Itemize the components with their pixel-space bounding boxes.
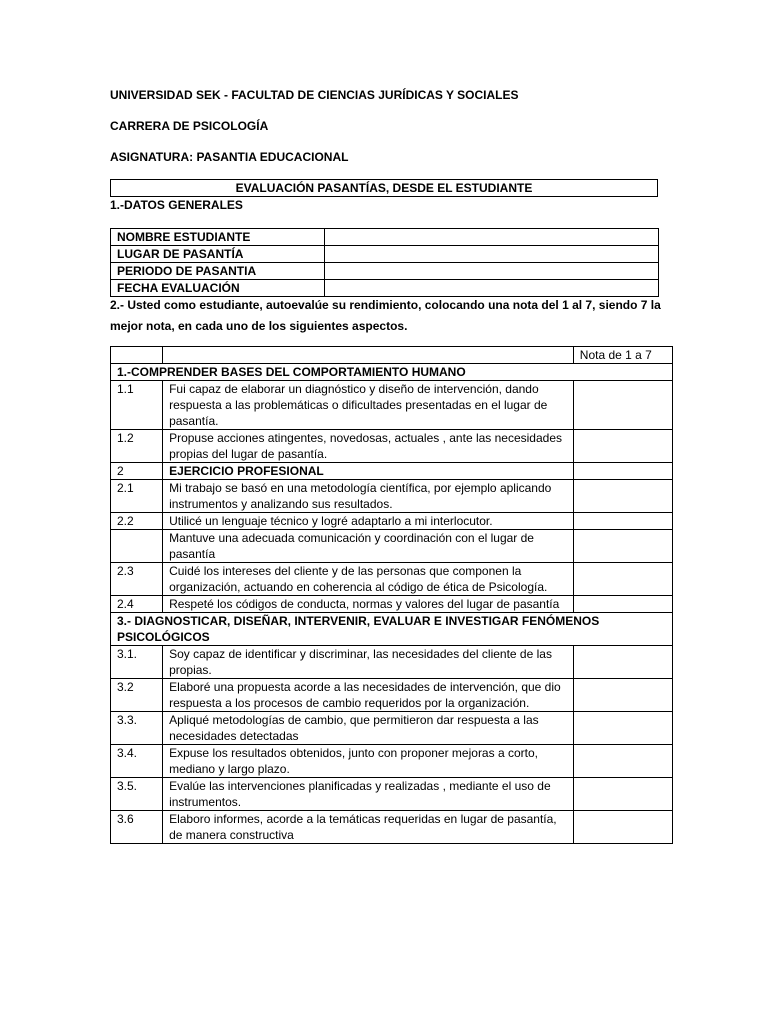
item-number: 2 <box>111 463 163 480</box>
table-row <box>111 646 673 679</box>
item-text: EJERCICIO PROFESIONAL <box>163 463 574 480</box>
table-row <box>111 513 673 530</box>
item-number: 2.3 <box>111 563 163 596</box>
table-row <box>111 280 659 297</box>
item-text: Propuse acciones atingentes, novedosas, actuales , ante las necesidades propias del lugar de pasantía. <box>163 430 574 463</box>
section-title: 1.-COMPRENDER BASES DEL COMPORTAMIENTO HUMANO <box>111 364 673 381</box>
table-row <box>111 530 673 563</box>
section-title: 3.- DIAGNOSTICAR, DISEÑAR, INTERVENIR, EVALUAR E INVESTIGAR FENÓMENOS PSICOLÓGICOS <box>111 613 673 646</box>
item-text: Apliqué metodologías de cambio, que permitieron dar respuesta a las necesidades detectadas <box>163 712 574 745</box>
section-row <box>111 364 673 381</box>
item-text: Elaboro informes, acorde a la temáticas requeridas en lugar de pasantía, de manera constructiva <box>163 811 574 844</box>
item-number: 3.1. <box>111 646 163 679</box>
grade-input-cell[interactable] <box>573 596 672 613</box>
item-text: Fui capaz de elaborar un diagnóstico y diseño de intervención, dando respuesta a las problemáticas o dificultades presentadas en el lugar de pasantía. <box>163 381 574 430</box>
table-row <box>111 263 659 280</box>
grade-input-cell[interactable] <box>573 381 672 430</box>
header-text-cell <box>163 347 574 364</box>
table-row <box>111 596 673 613</box>
item-text: Cuidé los intereses del cliente y de las personas que componen la organización, actuando en coherencia al código de ética de Psicología. <box>163 563 574 596</box>
item-text: Mantuve una adecuada comunicación y coordinación con el lugar de pasantía <box>163 530 574 563</box>
item-number: 2.4 <box>111 596 163 613</box>
item-number: 3.2 <box>111 679 163 712</box>
table-row <box>111 430 673 463</box>
grade-input-cell[interactable] <box>573 530 672 563</box>
grade-input-cell[interactable] <box>573 712 672 745</box>
grade-input-cell[interactable] <box>573 430 672 463</box>
instructions-text: 2.- Usted como estudiante, autoevalúe su rendimiento, colocando una nota del 1 al 7, siendo 7 la mejor nota, en cada uno de los siguientes aspectos. <box>110 298 661 333</box>
item-text: Mi trabajo se basó en una metodología científica, por ejemplo aplicando instrumentos y analizando sus resultados. <box>163 480 574 513</box>
item-text: Respeté los códigos de conducta, normas y valores del lugar de pasantía <box>163 596 574 613</box>
table-row <box>111 778 673 811</box>
item-number: 2.2 <box>111 513 163 530</box>
table-row <box>111 381 673 430</box>
grade-input-cell[interactable] <box>573 563 672 596</box>
item-text: Elaboré una propuesta acorde a las necesidades de intervención, que dio respuesta a los procesos de cambio requeridos por la organización. <box>163 679 574 712</box>
table-row <box>111 679 673 712</box>
table-row <box>111 712 673 745</box>
item-number: 1.1 <box>111 381 163 430</box>
item-number: 1.2 <box>111 430 163 463</box>
grade-input-cell[interactable] <box>573 679 672 712</box>
item-number: 3.6 <box>111 811 163 844</box>
subject-heading: ASIGNATURA: PASANTIA EDUCACIONAL <box>110 150 349 164</box>
datos-label: FECHA EVALUACIÓN <box>111 280 325 297</box>
section-row <box>111 613 673 646</box>
datos-value-field[interactable] <box>325 263 659 280</box>
item-text: Expuse los resultados obtenidos, junto con proponer mejoras a corto, mediano y largo plazo. <box>163 745 574 778</box>
table-row <box>111 745 673 778</box>
datos-value-field[interactable] <box>325 246 659 263</box>
grade-input-cell[interactable] <box>573 480 672 513</box>
grade-input-cell[interactable] <box>573 811 672 844</box>
item-number: 3.3. <box>111 712 163 745</box>
career-heading: CARRERA DE PSICOLOGÍA <box>110 119 269 133</box>
grade-input-cell[interactable] <box>573 513 672 530</box>
section-datos-generales: 1.-DATOS GENERALES <box>110 198 243 212</box>
table-row <box>111 811 673 844</box>
subsection-row <box>111 463 673 480</box>
item-number <box>111 530 163 563</box>
datos-value-field[interactable] <box>325 280 659 297</box>
evaluation-table <box>110 346 673 844</box>
item-text: Soy capaz de identificar y discriminar, las necesidades del cliente de las propias. <box>163 646 574 679</box>
table-row <box>111 229 659 246</box>
form-title: EVALUACIÓN PASANTÍAS, DESDE EL ESTUDIANTE <box>110 179 658 197</box>
table-row <box>111 246 659 263</box>
item-number: 3.5. <box>111 778 163 811</box>
table-header-row <box>111 347 673 364</box>
table-row <box>111 563 673 596</box>
grade-input-cell[interactable] <box>573 646 672 679</box>
header-grade-cell: Nota de 1 a 7 <box>573 347 672 364</box>
item-number: 3.4. <box>111 745 163 778</box>
table-row <box>111 480 673 513</box>
item-text: Utilicé un lenguaje técnico y logré adaptarlo a mi interlocutor. <box>163 513 574 530</box>
grade-input-cell[interactable] <box>573 463 672 480</box>
item-text: Evalúe las intervenciones planificadas y realizadas , mediante el uso de instrumentos. <box>163 778 574 811</box>
datos-value-field[interactable] <box>325 229 659 246</box>
university-heading: UNIVERSIDAD SEK - FACULTAD DE CIENCIAS JURÍDICAS Y SOCIALES <box>110 88 519 102</box>
header-num-cell <box>111 347 163 364</box>
datos-label: NOMBRE ESTUDIANTE <box>111 229 325 246</box>
datos-label: PERIODO DE PASANTIA <box>111 263 325 280</box>
grade-input-cell[interactable] <box>573 778 672 811</box>
datos-label: LUGAR DE PASANTÍA <box>111 246 325 263</box>
item-number: 2.1 <box>111 480 163 513</box>
general-data-table <box>110 228 659 297</box>
grade-input-cell[interactable] <box>573 745 672 778</box>
